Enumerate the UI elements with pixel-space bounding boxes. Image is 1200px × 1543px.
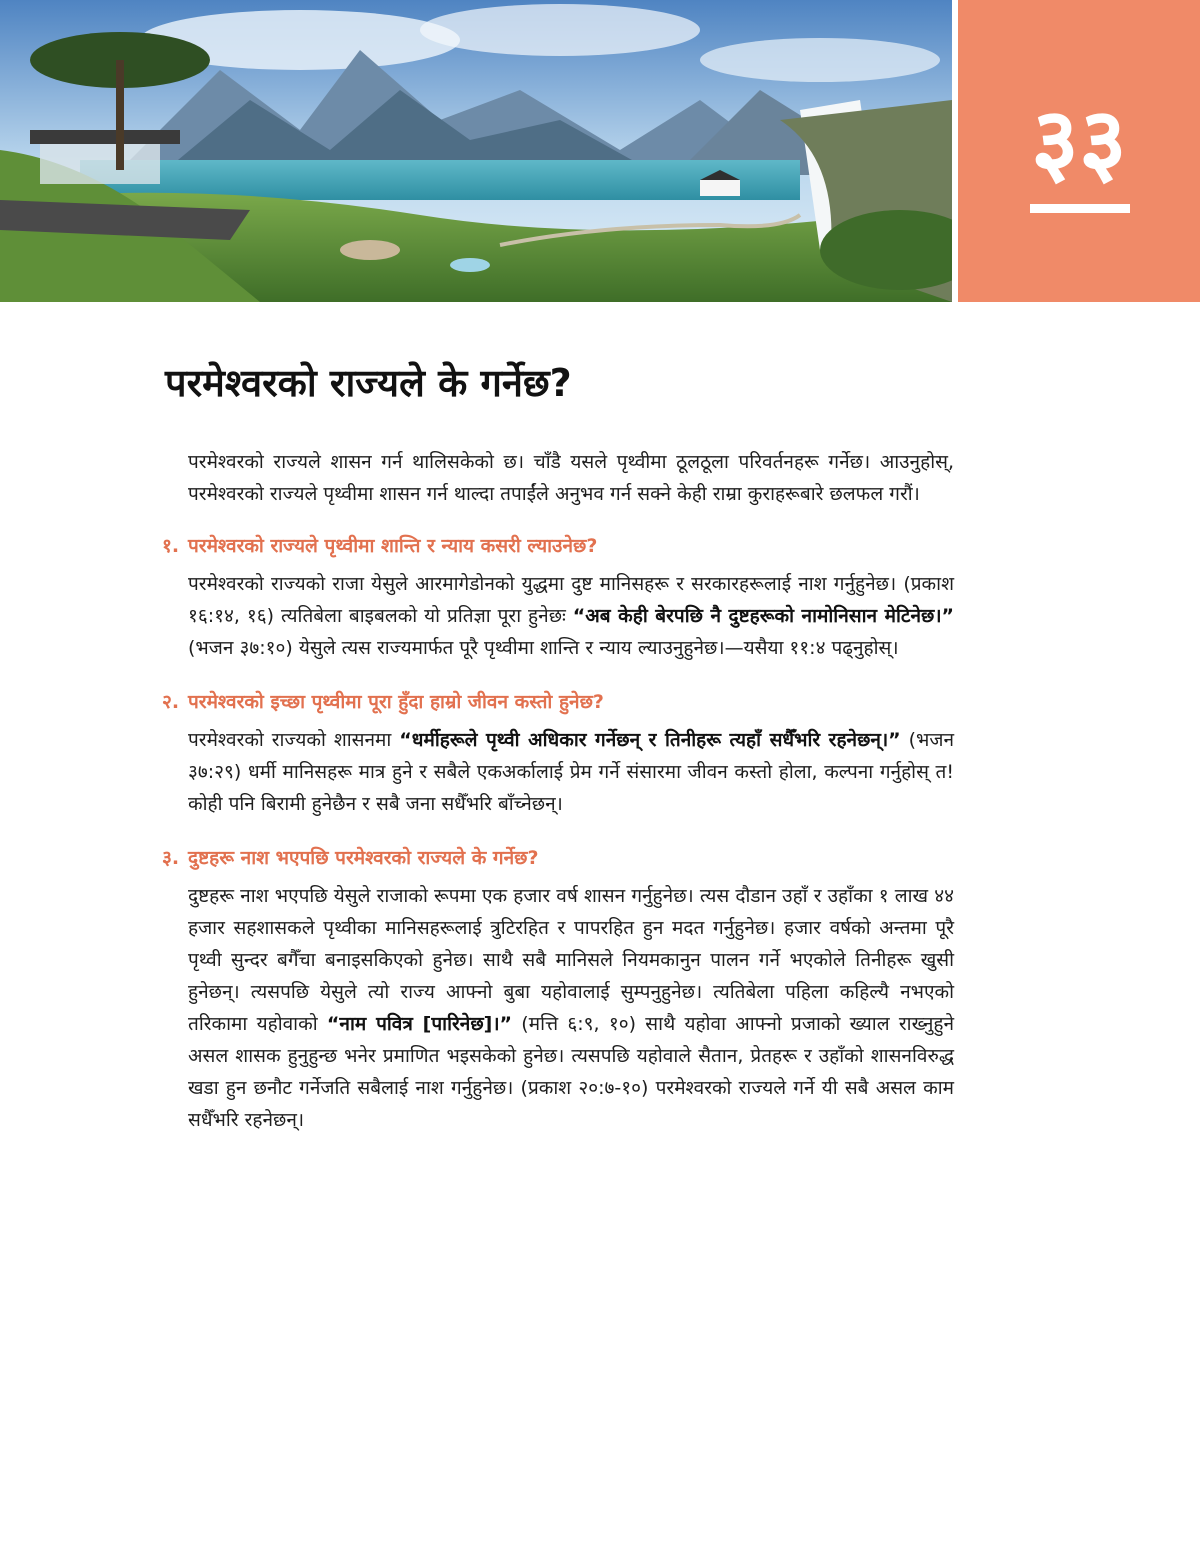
answer-2-text-a: परमेश्वरको राज्यको शासनमा [188,729,400,751]
question-3-number: ३. [162,847,180,869]
chapter-number-underline [1030,204,1130,213]
answer-3-text-b: (मत्ति ६:९, १०) साथै यहोवा आफ्नो प्रजाको ख्याल राख्नुहुने असल शासक हुनुहुन्छ भनेर प्रमाणित भइसकेको हुनेछ। त्यसपछि यहोवाले सैतान, प्रेतहरू र उहाँको शासनविरुद्ध खडा हुन छनौट गर्नेजति सबैलाई नाश गर्नुहुनेछ। (प्रकाश २०:७-१०) परमेश्वरको राज्यले गर्ने यी सबै असल काम सधैँभरि रहनेछन्। [188,1013,955,1131]
question-2-heading [162,686,954,718]
answer-2-paragraph [188,724,954,820]
question-3-text: दुष्टहरू नाश भएपछि परमेश्वरको राज्यले के गर्नेछ? [188,847,539,869]
question-2-number: २. [162,691,180,713]
question-1-heading [162,530,954,562]
intro-paragraph: परमेश्वरको राज्यले शासन गर्न थालिसकेको छ। चाँडै यसले पृथ्वीमा ठूलठूला परिवर्तनहरू गर्नेछ। आउनुहोस्, परमेश्वरको राज्यले पृथ्वीमा शासन गर्न थाल्दा तपाईंले अनुभव गर्न सक्ने केही राम्रा कुराहरूबारे छलफल गरौं। [188,451,954,505]
hero-landscape-image [0,0,952,302]
article-body [162,446,955,1158]
question-2-text: परमेश्वरको इच्छा पृथ्वीमा पूरा हुँदा हाम्रो जीवन कस्तो हुनेछ? [188,691,604,713]
answer-1-text-b: (भजन ३७:१०) येसुले त्यस राज्यमार्फत पूरै पृथ्वीमा शान्ति र न्याय ल्याउनुहुनेछ।—यसैया ११:४ पढ्नुहोस्। [188,637,899,659]
question-1-text: परमेश्वरको राज्यले पृथ्वीमा शान्ति र न्याय कसरी ल्याउनेछ? [188,535,598,557]
answer-3-quote: “नाम पवित्र [पारिनेछ]।” [326,1013,513,1035]
chapter-badge [958,0,1200,302]
answer-2-quote: “धर्मीहरूले पृथ्वी अधिकार गर्नेछन् र तिनीहरू त्यहाँ सधैँभरि रहनेछन्।” [399,729,901,751]
landscape-illustration [0,0,952,302]
answer-2-text-b: (भजन ३७:२९) धर्मी मानिसहरू मात्र हुने र सबैले एकअर्कालाई प्रेम गर्ने संसारमा जीवन कस्तो होला, कल्पना गर्नुहोस् त! कोही पनि बिरामी हुनेछैन र सबै जना सधैँभरि बाँच्नेछन्। [188,729,954,815]
answer-1-text-a: परमेश्वरको राज्यको राजा येसुले आरमागेडोनको युद्धमा दुष्ट मानिसहरू र सरकारहरूलाई नाश गर्नुहुनेछ। (प्रकाश १६:१४, १६) त्यतिबेला बाइबलको यो प्रतिज्ञा पूरा हुनेछः [188,573,954,627]
chapter-number: ३३ [1031,88,1127,195]
answer-3-text-a: दुष्टहरू नाश भएपछि येसुले राजाको रूपमा एक हजार वर्ष शासन गर्नुहुनेछ। त्यस दौडान उहाँ र उहाँका १ लाख ४४ हजार सहशासकले पृथ्वीका मानिसहरूलाई त्रुटिरहित र पापरहित हुन मदत गर्नुहुनेछ। हजार वर्षको अन्तमा पूरै पृथ्वी सुन्दर बगैँचा बनाइसकिएको हुनेछ। साथै सबै मानिसले नियमकानुन पालन गर्ने भएकोले तिनीहरू खुसी हुनेछन्। त्यसपछि येसुले त्यो राज्य आफ्नो बुबा यहोवालाई सुम्पनुहुनेछ। त्यतिबेला पहिला कहिल्यै नभएको तरिकामा यहोवाको [188,885,954,1035]
question-3-heading [162,842,954,874]
question-1-number: १. [162,535,180,557]
answer-3-paragraph [188,880,954,1136]
answer-1-quote: “अब केही बेरपछि नै दुष्टहरूको नामोनिसान मेटिनेछ।” [572,605,955,627]
answer-1-paragraph [188,568,954,664]
page-title: परमेश्वरको राज्यले के गर्नेछ? [165,361,572,405]
